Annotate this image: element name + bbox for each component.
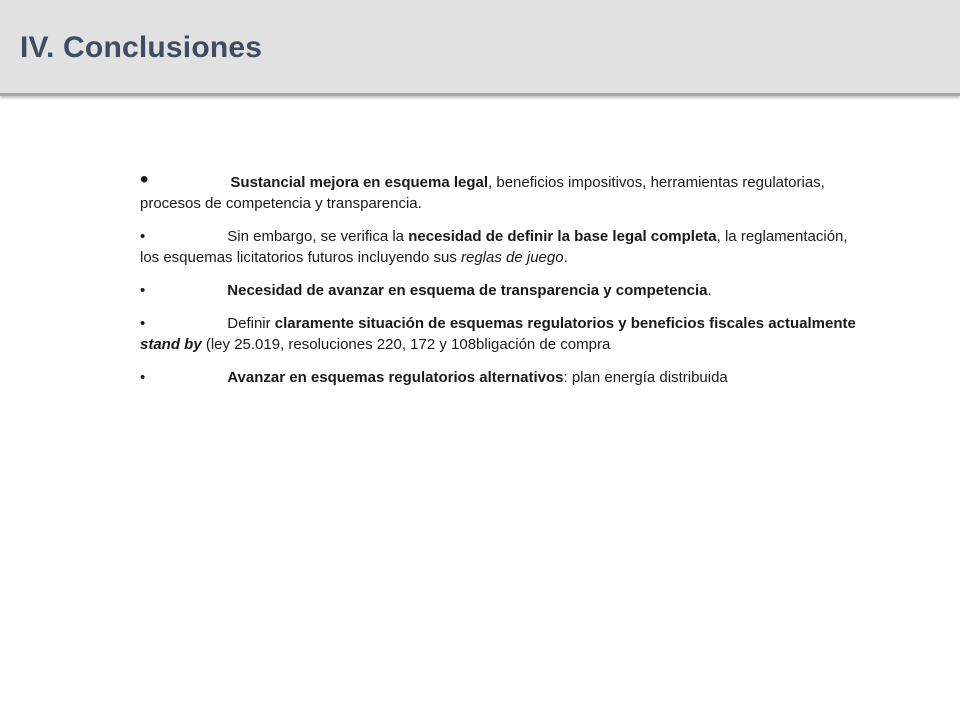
bullet-bold-text: necesidad de definir la base legal completa <box>408 228 717 245</box>
bullet-list <box>140 166 870 400</box>
bullet-dot-icon: • <box>140 315 146 332</box>
bullet-text: (ley 25.019, resoluciones 220, 172 y 108bligación de compra <box>201 336 611 353</box>
bullet-text: . <box>707 282 712 299</box>
slide-title: IV. Conclusiones <box>20 31 263 64</box>
bullet-italic-text: reglas de juego <box>461 249 564 266</box>
bullet-dot-icon: • <box>140 166 149 193</box>
bullet-item <box>140 280 870 301</box>
bullet-text: Sin embargo, se verifica la <box>227 228 409 245</box>
title-bar <box>0 0 960 96</box>
bullet-dot-icon: • <box>140 282 146 299</box>
bullet-item <box>140 226 870 268</box>
bullet-bold-text: Necesidad de avanzar en esquema de transparencia y competencia <box>227 282 708 299</box>
bullet-text: : plan energía distribuida <box>563 369 728 386</box>
bullet-bold-text: Sustancial mejora en esquema legal <box>230 174 489 191</box>
bullet-text: . <box>563 249 568 266</box>
bullet-item <box>140 313 870 355</box>
bullet-item <box>140 166 870 214</box>
bullet-bold-italic-text: stand by <box>140 336 202 353</box>
bullet-dot-icon: • <box>140 369 146 386</box>
bullet-bold-text: Avanzar en esquemas regulatorios alternativos <box>227 369 564 386</box>
bullet-item <box>140 367 870 388</box>
bullet-text: , la reglamentación, los esquemas licitatorios futuros incluyendo sus <box>140 228 848 266</box>
bullet-dot-icon: • <box>140 228 146 245</box>
bullet-text: Definir <box>227 315 275 332</box>
bullet-bold-text: claramente situación de esquemas regulatorios y beneficios fiscales actualmente <box>274 315 856 332</box>
bullet-text: , beneficios impositivos, herramientas regulatorias, procesos de competencia y transparencia. <box>140 174 825 212</box>
